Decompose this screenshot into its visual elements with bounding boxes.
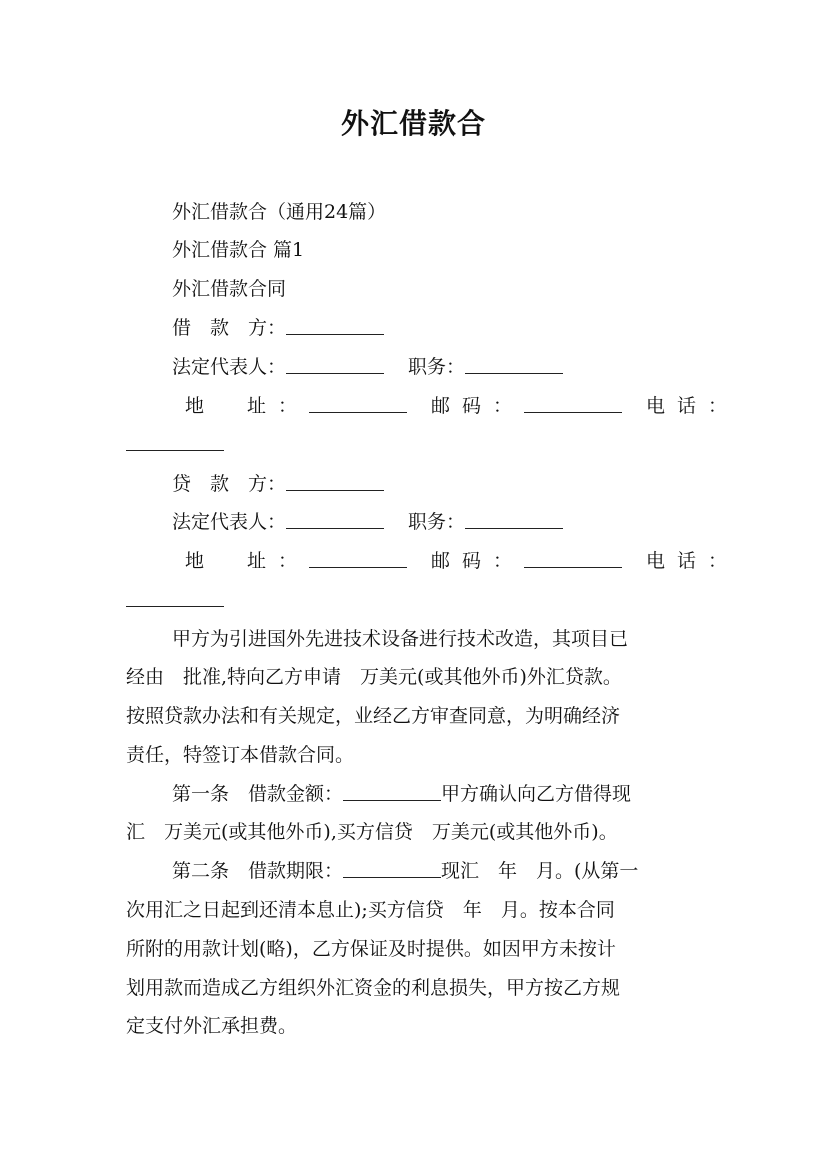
lender-name-label: 贷 款 方：	[172, 473, 287, 495]
article-1-label: 第一条 借款金额：	[172, 783, 344, 805]
article-1-first-line	[172, 782, 631, 806]
lender-position-blank	[465, 511, 563, 529]
borrower-zip-blank	[524, 395, 622, 413]
lender-name-row	[172, 472, 384, 496]
lender-zip-label: 邮码：	[431, 550, 525, 572]
lender-rep-label: 法定代表人：	[172, 511, 287, 533]
lender-zip-blank	[524, 550, 622, 568]
lender-address-label: 地 址：	[185, 550, 310, 572]
borrower-phone-label: 电话：	[646, 395, 740, 417]
borrower-rep-blank	[286, 356, 384, 374]
lender-address-row	[185, 549, 739, 573]
article-2-label: 第二条 借款期限：	[172, 860, 344, 882]
lender-rep-blank	[286, 511, 384, 529]
lender-phone-label: 电话：	[646, 550, 740, 572]
borrower-position-label: 职务：	[408, 356, 466, 378]
article-1-text: 甲方确认向乙方借得现	[441, 783, 632, 805]
lender-position-label: 职务：	[408, 511, 466, 533]
borrower-address-label: 地 址：	[185, 395, 310, 417]
article-2-blank	[343, 860, 441, 878]
borrower-address-row	[185, 394, 739, 418]
section-heading: 外汇借款合 篇1	[172, 239, 305, 261]
borrower-rep-row	[172, 355, 563, 379]
borrower-rep-label: 法定代表人：	[172, 356, 287, 378]
lender-address-blank	[309, 550, 407, 568]
lender-name-blank	[286, 473, 384, 491]
borrower-name-blank	[286, 317, 384, 335]
borrower-name-label: 借 款 方：	[172, 317, 287, 339]
borrower-phone-blank	[126, 433, 224, 451]
document-subtitle: 外汇借款合（通用24篇）	[172, 201, 387, 223]
intro-line: 经由 批准,特向乙方申请 万美元(或其他外币)外汇贷款。	[126, 666, 622, 688]
article-2-first-line	[172, 859, 638, 883]
article-2-text: 现汇 年 月。(从第一	[441, 860, 639, 882]
borrower-address-blank	[309, 395, 407, 413]
article-2-line: 定支付外汇承担费。	[126, 1015, 298, 1037]
lender-phone-blank-row	[126, 588, 224, 612]
borrower-position-blank	[465, 356, 563, 374]
intro-line: 甲方为引进国外先进技术设备进行技术改造，其项目已	[172, 628, 629, 650]
article-2-line: 次用汇之日起到还清本息止);买方信贷 年 月。按本合同	[126, 899, 615, 921]
borrower-zip-label: 邮码：	[431, 395, 525, 417]
article-1-blank	[343, 783, 441, 801]
article-1-line: 汇 万美元(或其他外币),买方信贷 万美元(或其他外币)。	[126, 821, 618, 843]
lender-rep-row	[172, 510, 563, 534]
contract-heading: 外汇借款合同	[172, 278, 287, 300]
article-2-line: 所附的用款计划(略)，乙方保证及时提供。如因甲方未按计	[126, 938, 616, 960]
intro-line: 责任，特签订本借款合同。	[126, 744, 355, 766]
lender-phone-blank	[126, 589, 224, 607]
intro-line: 按照贷款办法和有关规定，业经乙方审查同意，为明确经济	[126, 705, 621, 727]
borrower-phone-blank-row	[126, 432, 224, 456]
document-title: 外汇借款合	[340, 107, 486, 140]
article-2-line: 划用款而造成乙方组织外汇资金的利息损失，甲方按乙方规	[126, 977, 621, 999]
borrower-name-row	[172, 316, 384, 340]
